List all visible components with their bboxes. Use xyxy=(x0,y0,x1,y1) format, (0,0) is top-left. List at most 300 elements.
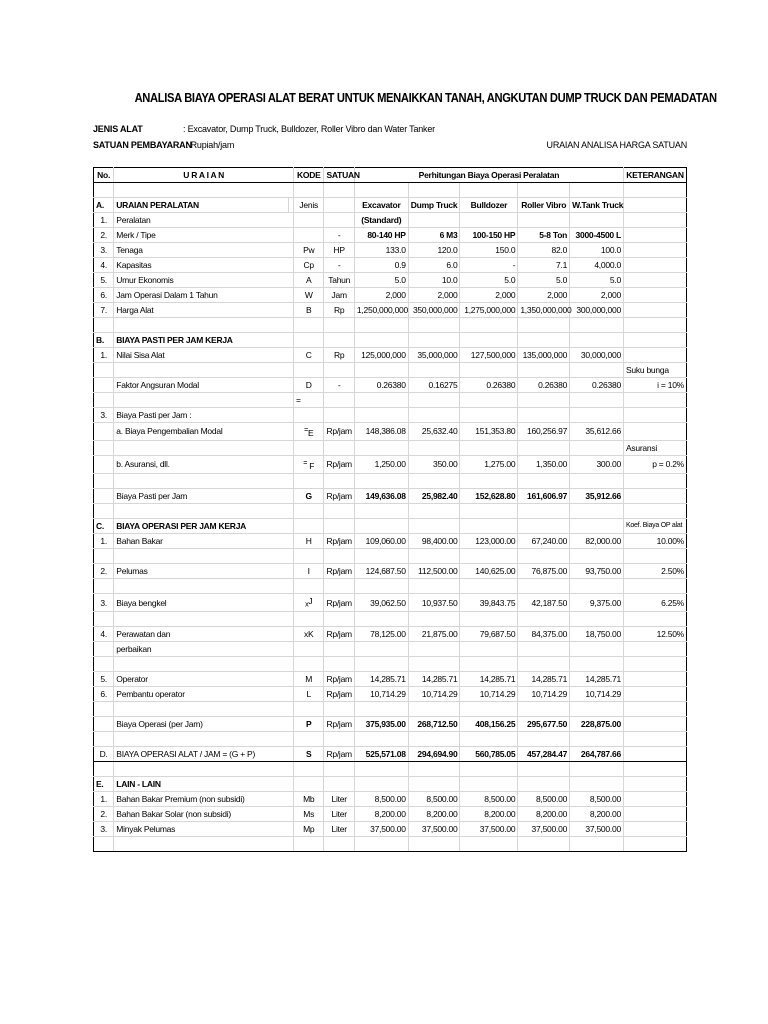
value-roller-vibro: 42,187.50 xyxy=(518,593,570,612)
cell xyxy=(324,548,354,563)
row-number: 1. xyxy=(94,533,114,548)
asuransi-label: Asuransi xyxy=(623,440,686,455)
row-satuan: Liter xyxy=(324,822,354,837)
table-row xyxy=(94,455,687,473)
row-keterangan xyxy=(623,687,686,702)
value-wtank-truck: 35,612.66 xyxy=(570,423,624,441)
row-label: Nilai Sisa Alat xyxy=(114,348,294,363)
cell xyxy=(460,363,518,378)
row-number: 1. xyxy=(94,213,114,228)
row-satuan: Rp/jam xyxy=(324,488,354,503)
value-wtank-truck: 0.26380 xyxy=(570,378,624,393)
value-roller-vibro: 7.1 xyxy=(518,258,570,273)
value-dump-truck: 294,694.90 xyxy=(408,747,460,762)
cell xyxy=(324,183,354,198)
cell xyxy=(408,408,460,423)
cell xyxy=(408,657,460,672)
row-number: 5. xyxy=(94,672,114,687)
row-kode: $_x$J xyxy=(294,593,324,612)
value-roller-vibro: 37,500.00 xyxy=(518,822,570,837)
cell xyxy=(570,363,624,378)
cell xyxy=(570,578,624,593)
row-keterangan: 2.50% xyxy=(623,563,686,578)
value-excavator: 8,500.00 xyxy=(354,792,408,807)
cell xyxy=(294,762,324,777)
cell xyxy=(570,473,624,488)
table-row xyxy=(94,533,687,548)
value-roller-vibro: 295,677.50 xyxy=(518,717,570,732)
value-bulldozer: 8,200.00 xyxy=(460,807,518,822)
value-wtank-truck: 37,500.00 xyxy=(570,822,624,837)
value-roller-vibro: 0.26380 xyxy=(518,378,570,393)
value-bulldozer: 79,687.50 xyxy=(460,627,518,642)
row-kode: Ms xyxy=(294,807,324,822)
value-wtank-truck: 10,714.29 xyxy=(570,687,624,702)
cell xyxy=(570,702,624,717)
jenis-value: : Excavator, Dump Truck, Bulldozer, Roller Vibro dan Water Tanker xyxy=(183,124,435,134)
cell xyxy=(570,837,624,852)
row-satuan: Rp/jam xyxy=(324,423,354,441)
value-roller-vibro: 10,714.29 xyxy=(518,687,570,702)
cell xyxy=(324,440,354,455)
cell xyxy=(114,548,294,563)
cell xyxy=(94,503,114,518)
value-wtank-truck: 100.0 xyxy=(570,243,624,258)
cell xyxy=(114,702,294,717)
row-keterangan xyxy=(623,288,686,303)
cell xyxy=(460,732,518,747)
row-label: Pelumas xyxy=(114,563,294,578)
cell xyxy=(94,183,114,198)
section-number: E. xyxy=(94,777,114,792)
value-excavator: 149,636.08 xyxy=(354,488,408,503)
cell xyxy=(408,837,460,852)
uraian-analisa-label: URAIAN ANALISA HARGA SATUAN xyxy=(546,140,687,150)
row-satuan: Rp/jam xyxy=(324,563,354,578)
cell xyxy=(324,578,354,593)
cell xyxy=(324,393,354,408)
cell xyxy=(623,612,686,627)
cell xyxy=(408,777,460,792)
value-roller-vibro: 1,350.00 xyxy=(518,455,570,473)
table-row xyxy=(94,563,687,578)
header-perhitungan: Perhitungan Biaya Operasi Peralatan xyxy=(354,168,623,183)
cell xyxy=(570,762,624,777)
cell xyxy=(518,642,570,657)
cell xyxy=(570,318,624,333)
cell xyxy=(570,503,624,518)
cell xyxy=(408,762,460,777)
row-label: Biaya Pasti per Jam : xyxy=(114,408,294,423)
table-row xyxy=(94,333,687,348)
cell xyxy=(570,548,624,563)
cell xyxy=(114,318,294,333)
row-keterangan: i = 10% xyxy=(623,378,686,393)
row-label: Jam Operasi Dalam 1 Tahun xyxy=(114,288,294,303)
value-excavator: 0.9 xyxy=(354,258,408,273)
cell xyxy=(114,762,294,777)
cell xyxy=(94,548,114,563)
row-keterangan: 6.25% xyxy=(623,593,686,612)
row-keterangan xyxy=(623,303,686,318)
value-roller-vibro: 67,240.00 xyxy=(518,533,570,548)
row-satuan: Liter xyxy=(324,792,354,807)
cell xyxy=(294,183,324,198)
row-number xyxy=(94,423,114,441)
cell xyxy=(623,762,686,777)
cell xyxy=(623,198,686,213)
value-roller-vibro: 2,000 xyxy=(518,288,570,303)
table-row xyxy=(94,702,687,717)
table-row xyxy=(94,732,687,747)
equipment-name: Dump Truck xyxy=(408,198,460,213)
cell xyxy=(570,333,624,348)
value-bulldozer: 0.26380 xyxy=(460,378,518,393)
cell xyxy=(518,183,570,198)
cell xyxy=(408,440,460,455)
cell xyxy=(324,657,354,672)
header-satuan: SATUAN xyxy=(324,168,354,183)
cell xyxy=(623,408,686,423)
value-roller-vibro: 5.0 xyxy=(518,273,570,288)
value-excavator: 525,571.08 xyxy=(354,747,408,762)
row-kode: G xyxy=(294,488,324,503)
value-bulldozer: 1,275.00 xyxy=(460,455,518,473)
value-roller-vibro: 84,375.00 xyxy=(518,627,570,642)
cell xyxy=(294,548,324,563)
row-kode: =E xyxy=(294,423,324,441)
row-number xyxy=(94,717,114,732)
value-wtank-truck: 2,000 xyxy=(570,288,624,303)
cell xyxy=(460,408,518,423)
section-title: BIAYA PASTI PER JAM KERJA xyxy=(114,333,294,348)
row-label: b. Asuransi, dll. xyxy=(114,455,294,473)
row-number: 2. xyxy=(94,807,114,822)
cell xyxy=(570,393,624,408)
row-label: Umur Ekonomis xyxy=(114,273,294,288)
cell xyxy=(518,732,570,747)
suku-bunga-label: Suku bunga xyxy=(623,363,686,378)
row-satuan: Rp xyxy=(324,348,354,363)
cell xyxy=(623,503,686,518)
cell xyxy=(570,183,624,198)
value-dump-truck: 6 M3 xyxy=(408,228,460,243)
value-roller-vibro: 8,500.00 xyxy=(518,792,570,807)
cell xyxy=(570,440,624,455)
cell xyxy=(94,473,114,488)
table-row xyxy=(94,348,687,363)
row-satuan: Rp/jam xyxy=(324,593,354,612)
value-excavator: 37,500.00 xyxy=(354,822,408,837)
value-wtank-truck: 228,875.00 xyxy=(570,717,624,732)
value-dump-truck: 8,500.00 xyxy=(408,792,460,807)
equipment-name-sub xyxy=(518,213,570,228)
cell xyxy=(570,642,624,657)
cell xyxy=(324,318,354,333)
cell xyxy=(408,702,460,717)
cell xyxy=(294,732,324,747)
table-row xyxy=(94,243,687,258)
row-keterangan: 12.50% xyxy=(623,627,686,642)
cell xyxy=(570,518,624,533)
equipment-name-sub xyxy=(460,213,518,228)
satuan-label: SATUAN PEMBAYARAN xyxy=(93,140,192,150)
cell xyxy=(518,408,570,423)
table-row xyxy=(94,777,687,792)
cell xyxy=(354,578,408,593)
cell xyxy=(94,837,114,852)
value-bulldozer: 123,000.00 xyxy=(460,533,518,548)
row-keterangan xyxy=(623,807,686,822)
value-wtank-truck: 9,375.00 xyxy=(570,593,624,612)
cell xyxy=(294,318,324,333)
cell xyxy=(294,578,324,593)
row-label: Merk / Tipe xyxy=(114,228,294,243)
value-bulldozer: 140,625.00 xyxy=(460,563,518,578)
value-bulldozer: 100-150 HP xyxy=(460,228,518,243)
cell xyxy=(408,548,460,563)
value-wtank-truck: 93,750.00 xyxy=(570,563,624,578)
header-keterangan: KETERANGAN xyxy=(623,168,686,183)
cell xyxy=(518,657,570,672)
value-roller-vibro: 160,256.97 xyxy=(518,423,570,441)
row-label: Kapasitas xyxy=(114,258,294,273)
cell xyxy=(354,837,408,852)
cell xyxy=(460,440,518,455)
cell xyxy=(460,518,518,533)
row-label: Faktor Angsuran Modal xyxy=(114,378,294,393)
row-number: 6. xyxy=(94,687,114,702)
row-label: Bahan Bakar Premium (non subsidi) xyxy=(114,792,294,807)
value-dump-truck: 37,500.00 xyxy=(408,822,460,837)
cell xyxy=(294,702,324,717)
value-dump-truck: 10,937.50 xyxy=(408,593,460,612)
table-row xyxy=(94,762,687,777)
row-keterangan xyxy=(623,672,686,687)
table-row xyxy=(94,363,687,378)
value-excavator: 109,060.00 xyxy=(354,533,408,548)
table-row xyxy=(94,273,687,288)
table-row xyxy=(94,288,687,303)
cell xyxy=(518,333,570,348)
cell xyxy=(114,473,294,488)
cell xyxy=(114,578,294,593)
equipment-name: Bulldozer xyxy=(460,198,518,213)
cell xyxy=(114,183,294,198)
cell xyxy=(623,213,686,228)
cell xyxy=(324,518,354,533)
cell xyxy=(324,213,354,228)
row-number: 4. xyxy=(94,627,114,642)
table-row xyxy=(94,473,687,488)
cell xyxy=(570,408,624,423)
row-kode: H xyxy=(294,533,324,548)
value-dump-truck: 98,400.00 xyxy=(408,533,460,548)
cell xyxy=(460,578,518,593)
value-bulldozer: - xyxy=(460,258,518,273)
section-number: A. xyxy=(94,198,114,213)
table-row xyxy=(94,657,687,672)
value-wtank-truck: 300,000,000 xyxy=(570,303,624,318)
cell xyxy=(518,363,570,378)
value-wtank-truck: 82,000.00 xyxy=(570,533,624,548)
value-excavator: 125,000,000 xyxy=(354,348,408,363)
equipment-name-sub xyxy=(408,213,460,228)
cell xyxy=(460,333,518,348)
value-bulldozer: 8,500.00 xyxy=(460,792,518,807)
cell xyxy=(354,440,408,455)
row-kode: D xyxy=(294,378,324,393)
row-satuan: Rp/jam xyxy=(324,672,354,687)
cell xyxy=(294,440,324,455)
value-bulldozer: 560,785.05 xyxy=(460,747,518,762)
row-number: 5. xyxy=(94,273,114,288)
row-kode: I xyxy=(294,563,324,578)
value-dump-truck: 6.0 xyxy=(408,258,460,273)
value-dump-truck: 21,875.00 xyxy=(408,627,460,642)
cell xyxy=(114,363,294,378)
row-satuan: Jam xyxy=(324,288,354,303)
value-excavator: 375,935.00 xyxy=(354,717,408,732)
row-kode: B xyxy=(294,303,324,318)
table-row xyxy=(94,393,687,408)
cell xyxy=(518,702,570,717)
cell xyxy=(408,333,460,348)
cell xyxy=(354,642,408,657)
row-number: 7. xyxy=(94,303,114,318)
value-bulldozer: 150.0 xyxy=(460,243,518,258)
value-wtank-truck: 4,000.0 xyxy=(570,258,624,273)
cell xyxy=(294,333,324,348)
row-kode: A xyxy=(294,273,324,288)
cell xyxy=(518,318,570,333)
row-satuan: Rp/jam xyxy=(324,687,354,702)
row-label: Biaya Operasi (per Jam) xyxy=(114,717,294,732)
row-keterangan: 10.00% xyxy=(623,533,686,548)
value-excavator: 10,714.29 xyxy=(354,687,408,702)
header-kode: KODE xyxy=(294,168,324,183)
value-dump-truck: 0.16275 xyxy=(408,378,460,393)
row-label: Operator xyxy=(114,672,294,687)
row-label-continued: perbaikan xyxy=(114,642,294,657)
value-bulldozer: 152,628.80 xyxy=(460,488,518,503)
cell xyxy=(94,363,114,378)
equals-sign: = xyxy=(294,393,324,408)
cell xyxy=(408,393,460,408)
cell xyxy=(354,393,408,408)
cell xyxy=(354,363,408,378)
table-row xyxy=(94,612,687,627)
cell xyxy=(460,702,518,717)
cell xyxy=(460,837,518,852)
section-number: B. xyxy=(94,333,114,348)
row-satuan: Liter xyxy=(324,807,354,822)
value-bulldozer: 10,714.29 xyxy=(460,687,518,702)
cell xyxy=(294,213,324,228)
cell xyxy=(623,183,686,198)
row-kode: P xyxy=(294,717,324,732)
cell xyxy=(518,578,570,593)
value-dump-truck: 2,000 xyxy=(408,288,460,303)
table-row xyxy=(94,822,687,837)
row-kode: L xyxy=(294,687,324,702)
cell xyxy=(408,183,460,198)
value-wtank-truck: 18,750.00 xyxy=(570,627,624,642)
cell xyxy=(354,518,408,533)
table-row xyxy=(94,747,687,762)
cell xyxy=(114,393,294,408)
cell xyxy=(114,732,294,747)
header-no: No. xyxy=(94,168,114,183)
row-number: 1. xyxy=(94,348,114,363)
cell xyxy=(324,702,354,717)
row-satuan: Rp/jam xyxy=(324,455,354,473)
cell xyxy=(354,408,408,423)
cell xyxy=(408,518,460,533)
value-dump-truck: 25,982.40 xyxy=(408,488,460,503)
cell xyxy=(460,762,518,777)
row-number: 3. xyxy=(94,408,114,423)
cell xyxy=(354,762,408,777)
cell xyxy=(354,473,408,488)
cell xyxy=(460,657,518,672)
equipment-name: Roller Vibro xyxy=(518,198,570,213)
table-row xyxy=(94,593,687,612)
cell xyxy=(623,473,686,488)
cell xyxy=(570,657,624,672)
row-satuan: HP xyxy=(324,243,354,258)
cell xyxy=(324,612,354,627)
value-dump-truck: 10,714.29 xyxy=(408,687,460,702)
value-roller-vibro: 5-8 Ton xyxy=(518,228,570,243)
header-uraian: U R A I A N xyxy=(114,168,294,183)
table-row xyxy=(94,318,687,333)
cell xyxy=(324,473,354,488)
cell xyxy=(623,702,686,717)
table-row xyxy=(94,503,687,518)
cell xyxy=(324,198,354,213)
row-number: 3. xyxy=(94,243,114,258)
value-dump-truck: 120.0 xyxy=(408,243,460,258)
row-kode: C xyxy=(294,348,324,363)
row-number: 1. xyxy=(94,792,114,807)
row-keterangan xyxy=(623,747,686,762)
cell xyxy=(324,333,354,348)
value-bulldozer: 37,500.00 xyxy=(460,822,518,837)
value-dump-truck: 14,285.71 xyxy=(408,672,460,687)
cell xyxy=(623,318,686,333)
table-row xyxy=(94,378,687,393)
value-excavator: 1,250,000,000 xyxy=(354,303,408,318)
row-satuan: - xyxy=(324,258,354,273)
row-kode: W xyxy=(294,288,324,303)
cell xyxy=(324,732,354,747)
value-roller-vibro: 135,000,000 xyxy=(518,348,570,363)
table-row xyxy=(94,228,687,243)
value-bulldozer: 39,843.75 xyxy=(460,593,518,612)
cell xyxy=(294,408,324,423)
row-keterangan xyxy=(623,243,686,258)
cell xyxy=(94,642,114,657)
cell xyxy=(460,548,518,563)
cell xyxy=(324,837,354,852)
section-title: LAIN - LAIN xyxy=(114,777,294,792)
value-roller-vibro: 1,350,000,000 xyxy=(518,303,570,318)
satuan-value: : Rupiah/jam xyxy=(186,140,235,150)
row-kode: M xyxy=(294,672,324,687)
row-keterangan: p = 0.2% xyxy=(623,455,686,473)
equipment-name-sub xyxy=(570,213,624,228)
